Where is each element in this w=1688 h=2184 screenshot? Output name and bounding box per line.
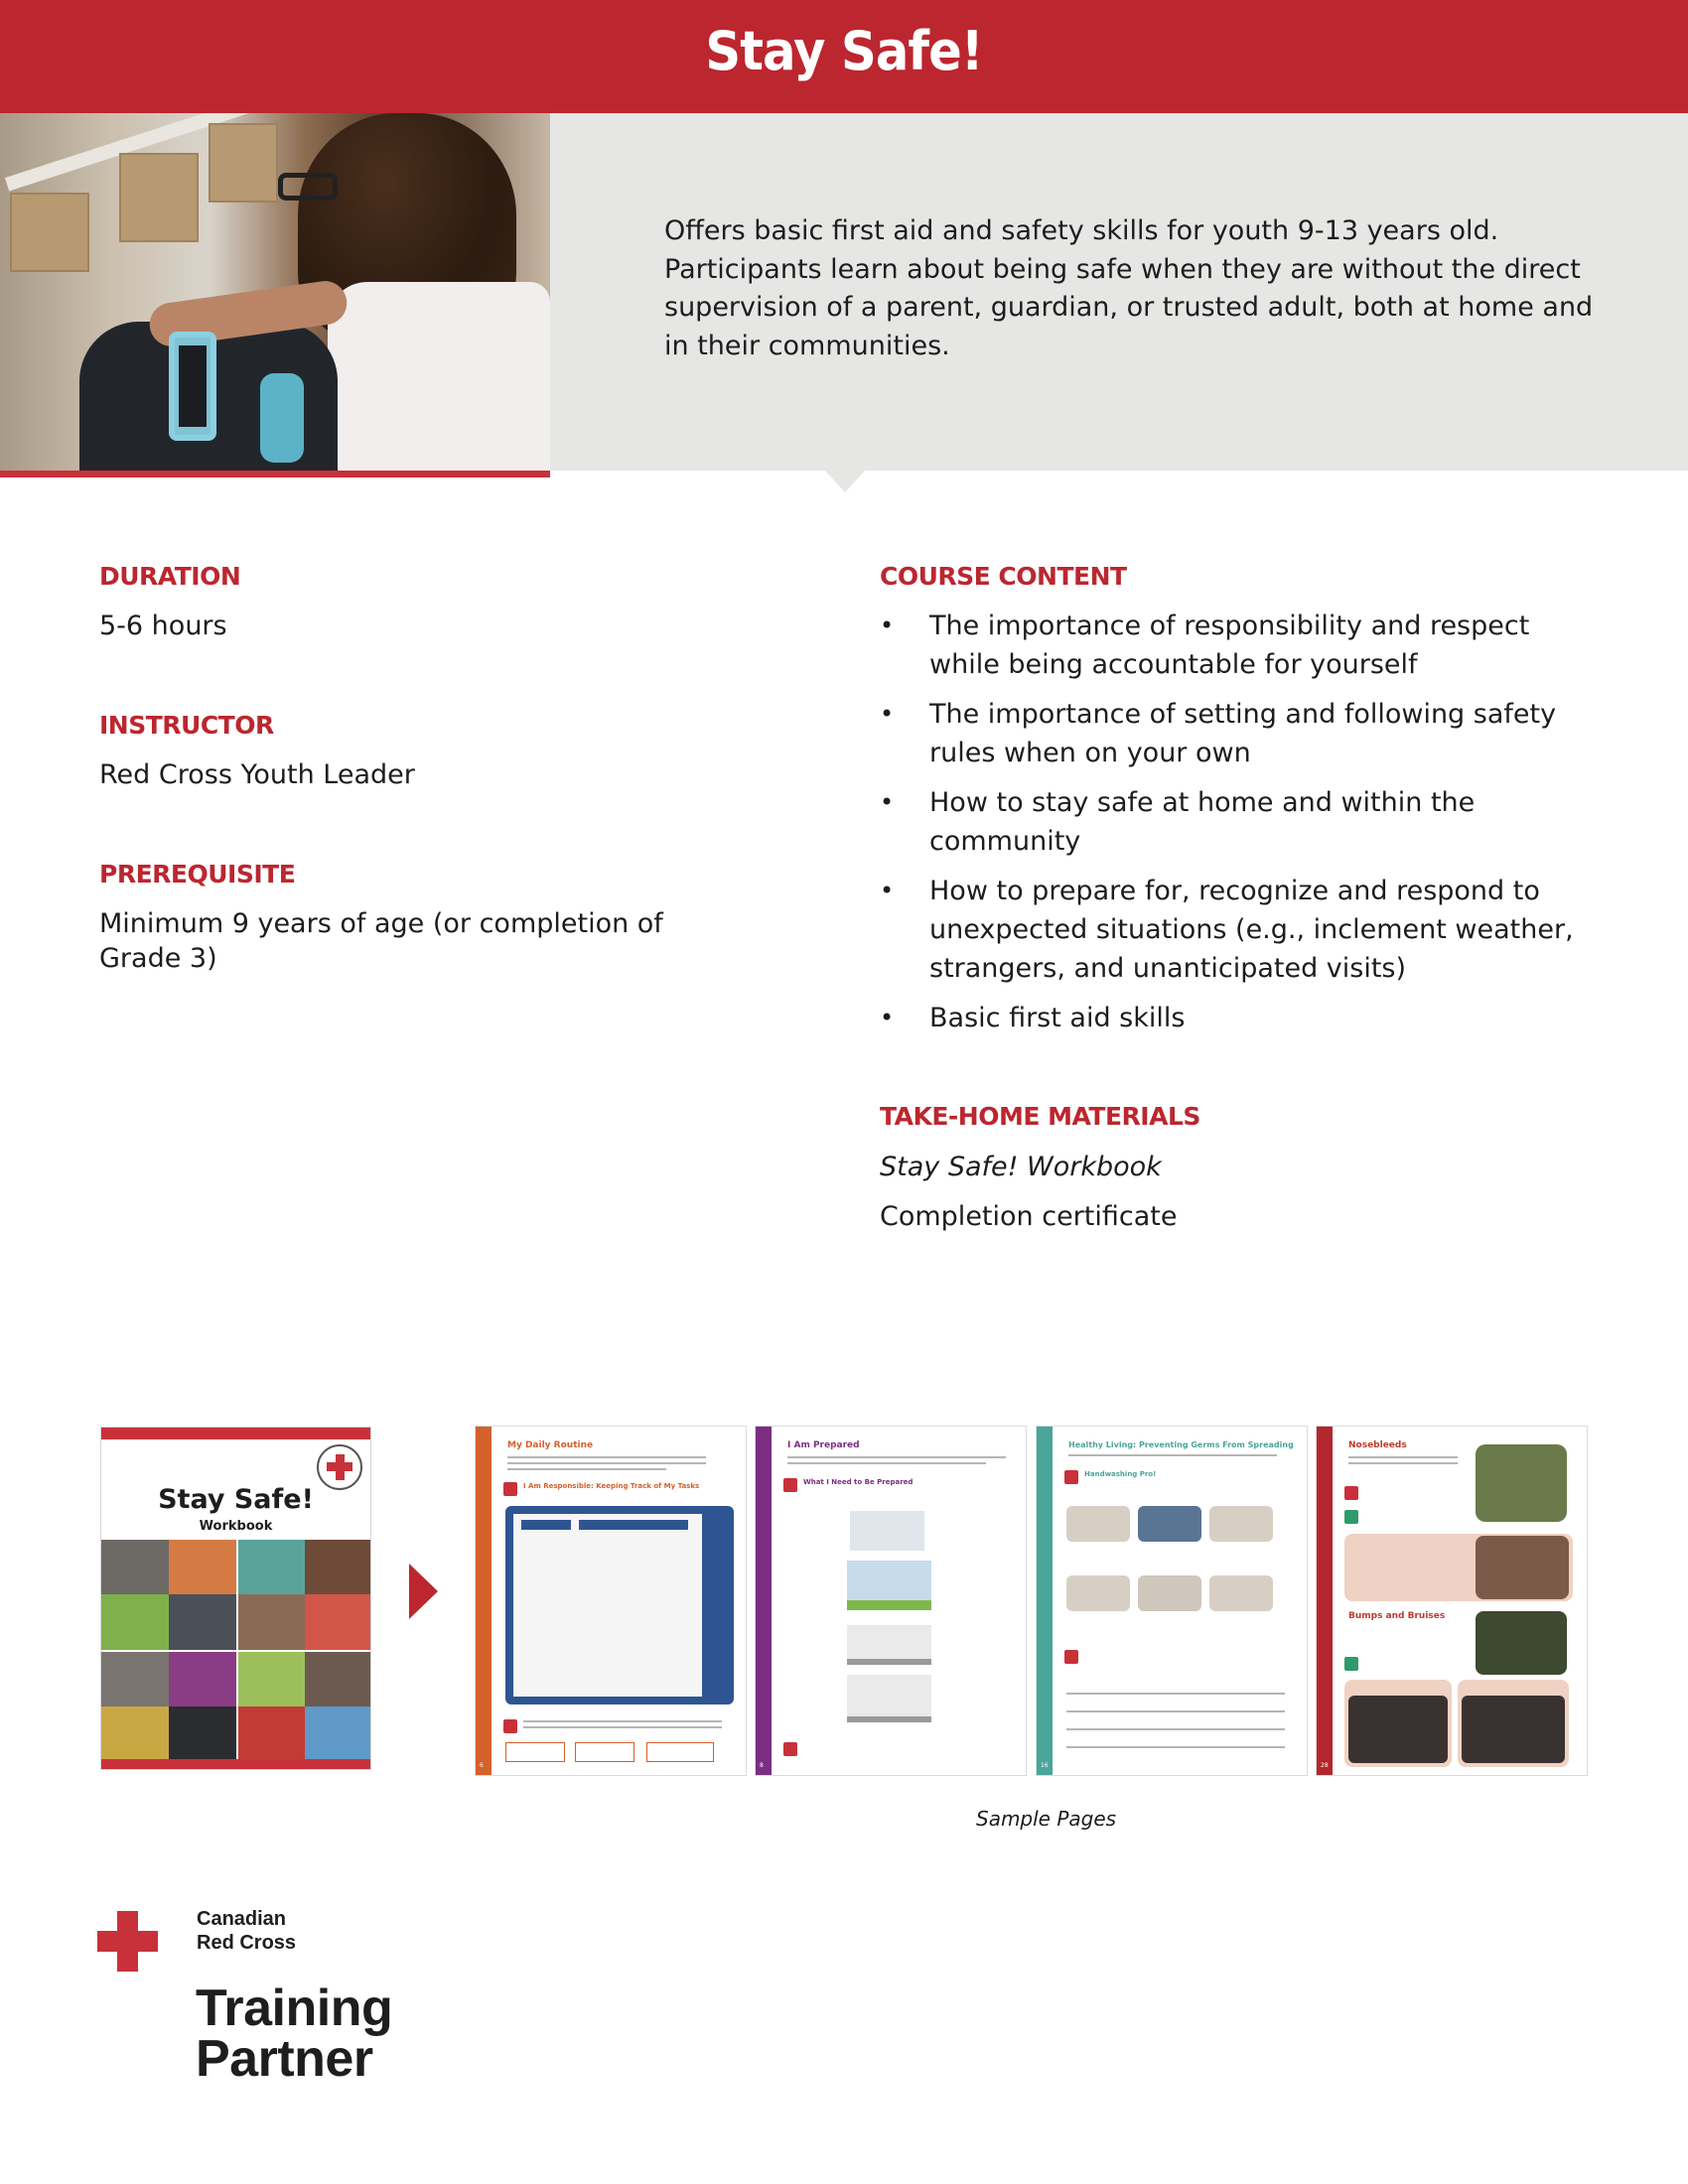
bullet-icon: •: [880, 1004, 895, 1031]
course-content-item: [880, 695, 1605, 772]
first-aid-kit-icon: [1344, 1657, 1358, 1671]
course-content-item: [880, 607, 1605, 684]
photo-underline: [0, 471, 550, 478]
sample-page-subtitle: I Am Responsible: Keeping Track of My Tasks: [523, 1482, 700, 1490]
cover-photo-tile: [238, 1540, 372, 1650]
sample-page-subtitle: Handwashing Pro!: [1084, 1470, 1157, 1478]
page-number: 8: [760, 1762, 764, 1769]
course-content-text: How to prepare for, recognize and respond to unexpected situations (e.g., inclement weather, strangers, and unanticipated visits): [929, 876, 1574, 984]
workbook-activity-icon: [783, 1478, 797, 1492]
sample-page-subtitle: Bumps and Bruises: [1348, 1611, 1446, 1621]
sample-page-daily-routine: [475, 1426, 747, 1776]
workbook-activity-icon: [1064, 1650, 1078, 1664]
org-name: [197, 1907, 296, 1955]
training-partner-label: [196, 1979, 393, 2088]
tagline-line1: Training: [196, 1979, 393, 2037]
sample-page-subtitle: What I Need to Be Prepared: [803, 1478, 914, 1486]
arrow-right-icon: [409, 1564, 438, 1619]
hero-photo: [0, 113, 550, 471]
page-color-strip: [1037, 1427, 1053, 1775]
prerequisite-value: Minimum 9 years of age (or completion of Grade 3): [99, 908, 663, 974]
hero-notch: [824, 470, 866, 492]
page-title: Stay Safe!: [705, 20, 983, 82]
cover-photo-tile: [101, 1652, 236, 1762]
instructor-heading: INSTRUCTOR: [99, 711, 274, 740]
course-content-text: The importance of responsibility and respect while being accountable for yourself: [929, 611, 1530, 680]
sample-pages-caption: Sample Pages: [976, 1807, 1117, 1831]
course-content-text: How to stay safe at home and within the community: [929, 787, 1476, 857]
instructor-value: Red Cross Youth Leader: [99, 759, 415, 790]
cover-photo-tile: [238, 1652, 372, 1762]
page-number: 6: [480, 1762, 484, 1769]
cover-photo-tile: [101, 1540, 236, 1650]
phone-icon: [1344, 1486, 1358, 1500]
cover-subtitle: Workbook: [199, 1519, 273, 1534]
girl-shirt: [328, 282, 550, 471]
org-name-line1: Canadian: [197, 1908, 287, 1930]
cover-top-bar: [101, 1428, 370, 1439]
page-color-strip: [756, 1427, 772, 1775]
workbook-cover: [100, 1427, 371, 1770]
bullet-icon: •: [880, 612, 895, 639]
workbook-activity-icon: [1064, 1470, 1078, 1484]
sample-page-title: Nosebleeds: [1348, 1440, 1407, 1450]
course-content-list: [880, 607, 1605, 1048]
bullet-icon: •: [880, 788, 895, 816]
storage-box: [119, 153, 199, 242]
prerequisite-heading: PREREQUISITE: [99, 860, 296, 888]
phone: [169, 332, 216, 441]
take-home-workbook: Stay Safe! Workbook: [880, 1152, 1162, 1182]
duration-heading: DURATION: [99, 562, 241, 591]
org-name-line2: Red Cross: [197, 1932, 297, 1954]
duration-value: 5-6 hours: [99, 611, 227, 641]
course-content-item: [880, 872, 1605, 988]
sample-page-germs: [1036, 1426, 1308, 1776]
course-content-text: The importance of setting and following safety rules when on your own: [929, 699, 1557, 768]
course-content-item: [880, 999, 1605, 1037]
take-home-heading: TAKE-HOME MATERIALS: [880, 1102, 1200, 1131]
sample-page-nosebleeds: [1316, 1426, 1588, 1776]
page-color-strip: [1317, 1427, 1333, 1775]
sample-page-prepared: [755, 1426, 1027, 1776]
storage-box: [209, 123, 278, 203]
sample-page-title: I Am Prepared: [787, 1440, 860, 1450]
sample-page-title: My Daily Routine: [507, 1440, 594, 1450]
cover-title: Stay Safe!: [158, 1484, 314, 1515]
water-bottle: [260, 373, 304, 463]
tagline-line2: Partner: [196, 2030, 373, 2088]
take-home-certificate: Completion certificate: [880, 1201, 1178, 1232]
page-color-strip: [476, 1427, 492, 1775]
glasses: [278, 173, 338, 201]
cover-bottom-bar: [101, 1759, 370, 1769]
home-activity-icon: [783, 1742, 797, 1756]
storage-box: [10, 193, 89, 272]
course-content-heading: COURSE CONTENT: [880, 562, 1127, 591]
page-number: 28: [1321, 1762, 1329, 1769]
first-aid-kit-icon: [1344, 1510, 1358, 1524]
notebook-chart: [505, 1506, 734, 1705]
red-cross-icon-bar: [97, 1931, 158, 1952]
course-content-item: [880, 783, 1605, 861]
workbook-activity-icon: [503, 1482, 517, 1496]
home-activity-icon: [503, 1719, 517, 1733]
cover-photo-grid: [101, 1540, 371, 1761]
course-content-text: Basic first aid skills: [929, 1003, 1186, 1033]
bullet-icon: •: [880, 700, 895, 728]
sample-page-title: Healthy Living: Preventing Germs From Spreading: [1068, 1440, 1294, 1449]
bullet-icon: •: [880, 877, 895, 904]
course-description: Offers basic first aid and safety skills for youth 9-13 years old. Participants learn about being safe when they are without the direct supervision of a parent, guardian, or trusted adult, both at home and in their communities.: [664, 215, 1594, 361]
page-number: 16: [1041, 1762, 1049, 1769]
